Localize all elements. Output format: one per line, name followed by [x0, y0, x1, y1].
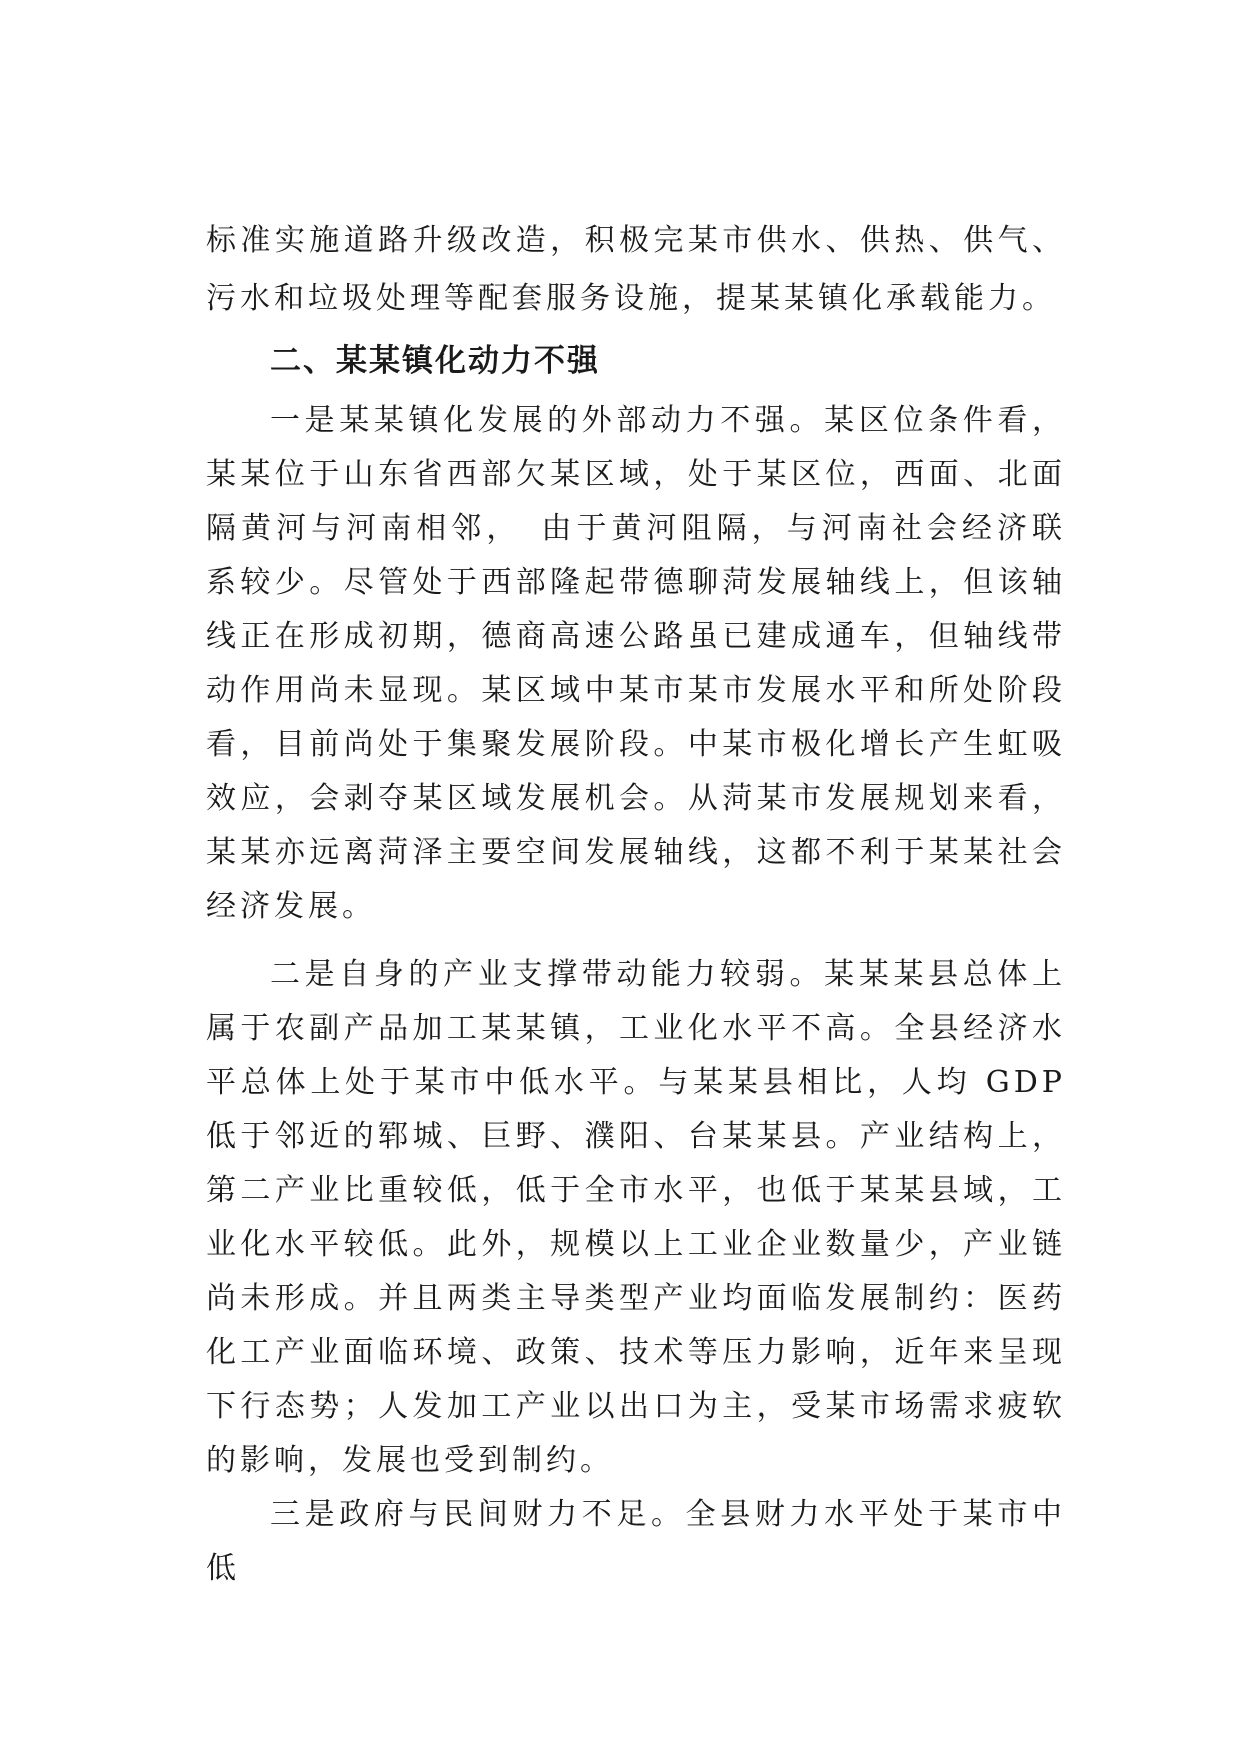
- paragraph-industry-support: 二是自身的产业支撑带动能力较弱。某某某县总体上属于农副产品加工某某镇，工业化水平不高。全县经济水平总体上处于某市中低水平。与某某县相比，人均 GDP 低于邻近的郓城、巨野、濮阳、台某某县。产业结构上，第二产业比重较低，低于全市水平，也低于某某县域，工业化水平较低。此外，规模以上工业企业数量少，产业链尚未形成。并且两类主导类型产业均面临发展制约：医药化工产业面临环境、政策、技术等压力影响，近年来呈现下行态势；人发加工产业以出口为主，受某市场需求疲软的影响，发展也受到制约。: [206, 957, 1066, 1478]
- section-heading: 二、某某镇化动力不强: [270, 343, 600, 379]
- document-body: [206, 212, 1066, 1596]
- paragraph-financial-capacity: 三是政府与民间财力不足。全县财力水平处于某市中低: [206, 1497, 1066, 1586]
- continuation-paragraph: 标准实施道路升级改造，积极完某市供水、供热、供气、污水和垃圾处理等配套服务设施，提某某镇化承载能力。: [206, 223, 1066, 316]
- paragraph-external-dynamics: 一是某某镇化发展的外部动力不强。某区位条件看，某某位于山东省西部欠某区域，处于某区位，西面、北面隔黄河与河南相邻， 由于黄河阻隔，与河南社会经济联系较少。尽管处于西部隆起带德聊菏发展轴线上，但该轴线正在形成初期，德商高速公路虽已建成通车，但轴线带动作用尚未显现。某区域中某市某市发展水平和所处阶段看，目前尚处于集聚发展阶段。中某市极化增长产生虹吸效应，会剥夺某区域发展机会。从菏某市发展规划来看，某某亦远离菏泽主要空间发展轴线，这都不利于某某社会经济发展。: [206, 403, 1066, 924]
